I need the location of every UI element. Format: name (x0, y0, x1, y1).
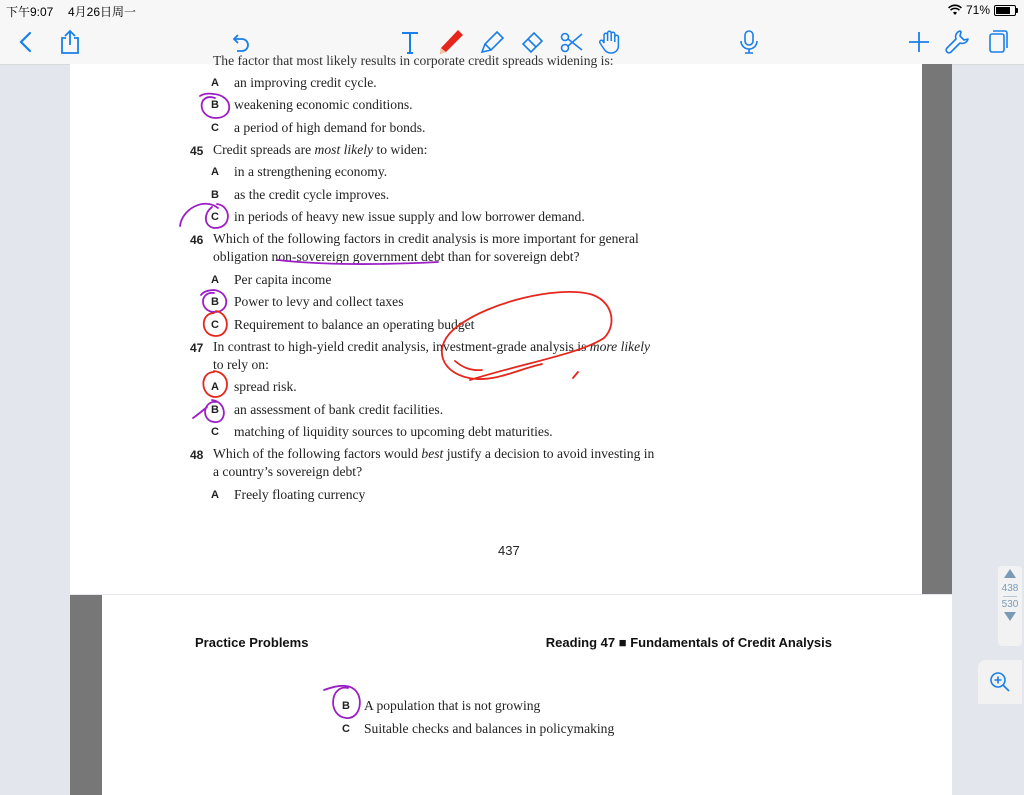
option-letter-a: A (211, 274, 219, 286)
option-letter-a: A (211, 489, 219, 501)
q47-stem-line1: In contrast to high-yield credit analysis, investment-grade analysis is more likely (213, 339, 651, 354)
question-number-48: 48 (190, 448, 204, 462)
option-letter-c: C (342, 723, 350, 735)
q47-option-c: matching of liquidity sources to upcoming debt maturities. (234, 424, 553, 439)
battery-percent: 71% (965, 3, 990, 17)
option-letter-a: A (211, 166, 219, 178)
status-time: 下午9:07 (6, 5, 54, 19)
q45-option-b: as the credit cycle improves. (234, 187, 390, 202)
q44-option-a: an improving credit cycle. (234, 75, 377, 90)
running-header-left: Practice Problems (195, 635, 309, 650)
q44-option-b: weakening economic conditions. (234, 97, 413, 112)
microphone-icon[interactable] (733, 26, 765, 58)
q44-option-c: a period of high demand for bonds. (234, 120, 426, 135)
q46-option-b: Power to levy and collect taxes (234, 294, 404, 309)
status-right (948, 3, 1016, 17)
option-letter-b: B (211, 99, 219, 111)
option-letter-b: B (211, 189, 219, 201)
option-letter-b: B (211, 404, 219, 416)
question-number-45: 45 (190, 144, 204, 158)
option-letter-a: A (211, 77, 219, 89)
q45-option-a: in a strengthening economy. (234, 164, 388, 179)
wrench-icon[interactable] (941, 26, 973, 58)
zoom-button[interactable] (978, 660, 1022, 704)
page-down-icon[interactable] (998, 610, 1022, 624)
back-icon[interactable] (10, 26, 42, 58)
q48-stem-line1: Which of the following factors would best justify a decision to avoid investing in (213, 446, 655, 461)
q46-stem-line2: obligation non-sovereign government debt than for sovereign debt? (213, 249, 580, 264)
q48-option-c: Suitable checks and balances in policymaking (364, 721, 615, 736)
q47-stem-line2: to rely on: (213, 357, 269, 372)
document-page-438 (102, 595, 952, 795)
divider (1003, 596, 1017, 597)
q47-option-a: spread risk. (234, 379, 297, 394)
wifi-icon (948, 5, 962, 16)
q48-stem-line2: a country’s sovereign debt? (213, 464, 363, 479)
page-edge (70, 595, 102, 795)
running-header-right: Reading 47 ■ Fundamentals of Credit Analysis (545, 635, 832, 650)
q47-option-b: an assessment of bank credit facilities. (234, 402, 444, 417)
page-icon[interactable] (981, 26, 1013, 58)
battery-icon (994, 5, 1016, 16)
q45-option-c: in periods of heavy new issue supply and low borrower demand. (234, 209, 585, 224)
q46-option-a: Per capita income (234, 272, 332, 287)
document-page-437 (70, 53, 922, 594)
scroll-total-pages: 530 (1001, 599, 1019, 610)
option-letter-b: B (211, 296, 219, 308)
q48-option-a: Freely floating currency (234, 487, 366, 502)
page-number: 437 (498, 543, 520, 558)
option-letter-a: A (211, 381, 219, 393)
q44-partial-text: The factor that most likely results in corporate credit spreads widening is: (213, 53, 614, 68)
option-letter-b: B (342, 700, 350, 712)
option-letter-c: C (211, 122, 219, 134)
status-date: 4月26日周一 (68, 5, 137, 19)
zoom-in-icon (988, 670, 1012, 694)
option-letter-c: C (211, 211, 219, 223)
question-number-46: 46 (190, 233, 204, 247)
option-letter-c: C (211, 319, 219, 331)
share-icon[interactable] (54, 26, 86, 58)
status-bar (0, 0, 1024, 20)
question-number-47: 47 (190, 341, 204, 355)
option-letter-c: C (211, 426, 219, 438)
document-viewer[interactable] (0, 53, 1024, 768)
q46-stem-line1: Which of the following factors in credit analysis is more important for general (213, 231, 639, 246)
add-icon[interactable] (903, 26, 935, 58)
page-edge (922, 64, 952, 594)
q46-option-c: Requirement to balance an operating budget (234, 317, 475, 332)
q45-stem: Credit spreads are most likely to widen: (213, 142, 428, 157)
page-up-icon[interactable] (998, 566, 1022, 580)
q48-option-b: A population that is not growing (364, 698, 541, 713)
scroll-current-page: 438 (1001, 583, 1019, 594)
page-scroll-indicator[interactable] (998, 566, 1022, 646)
